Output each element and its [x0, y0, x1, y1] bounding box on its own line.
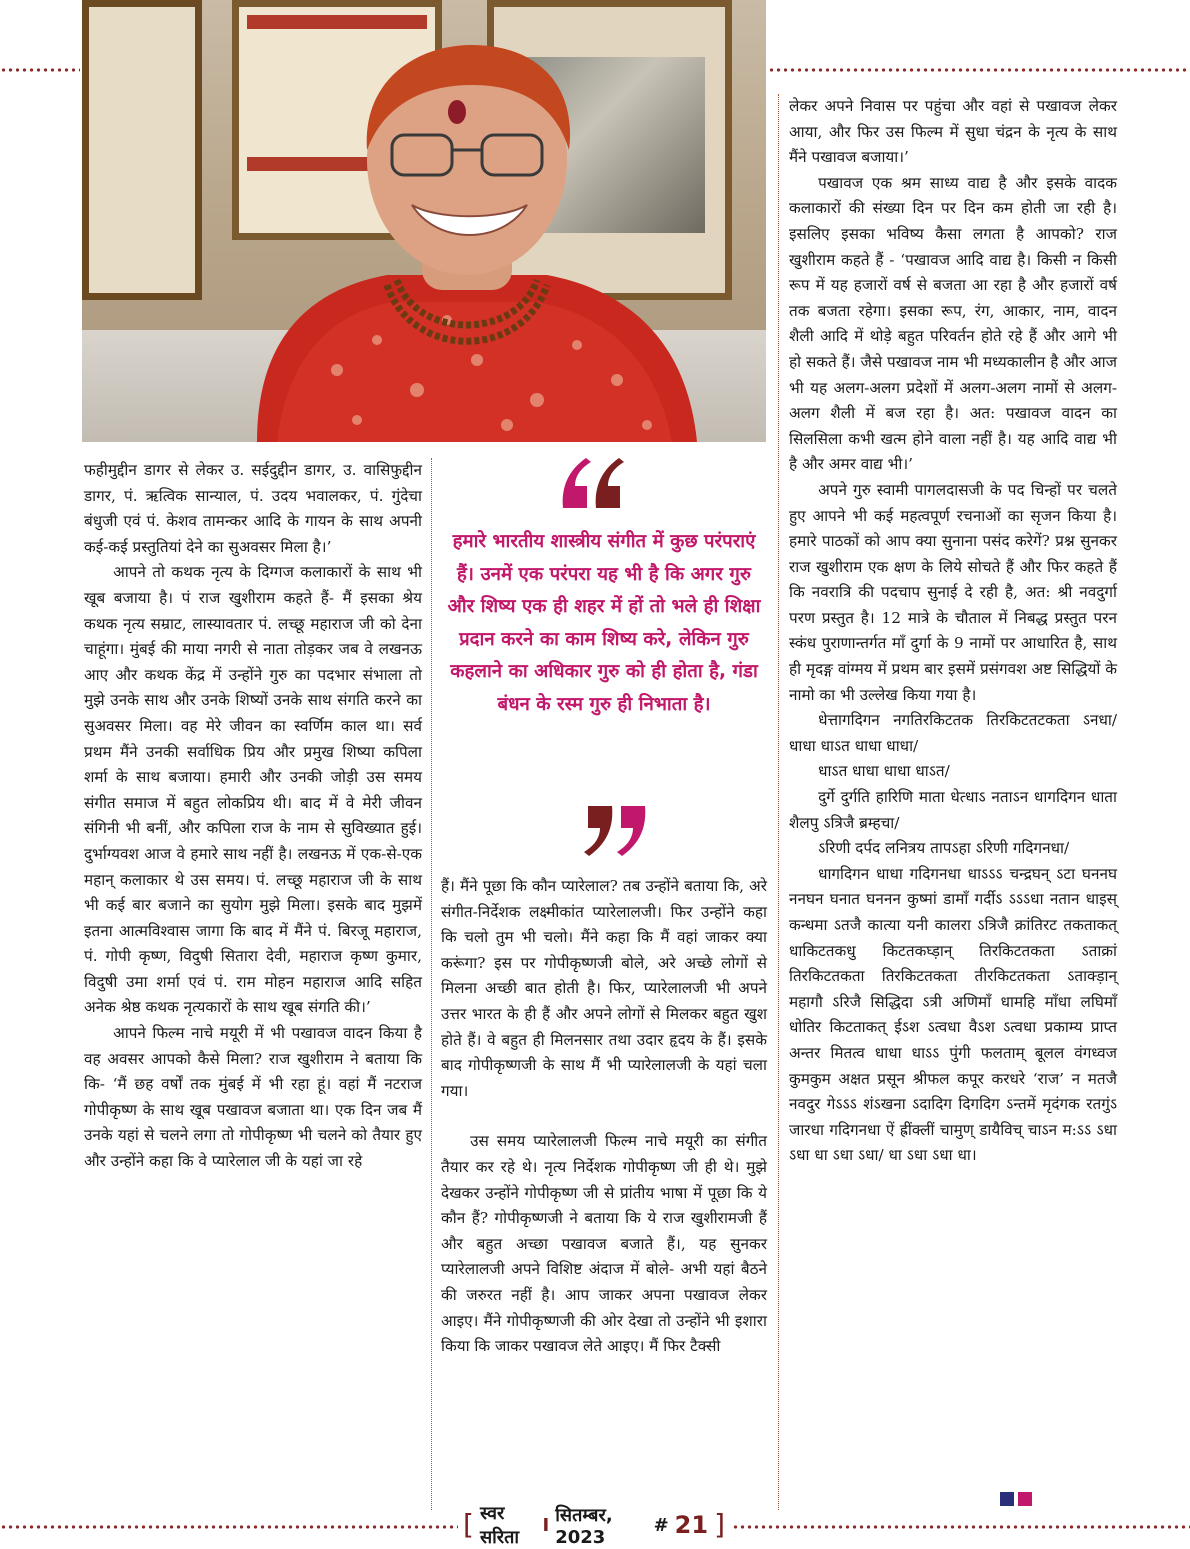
- paragraph: आपने फिल्म नाचे मयूरी में भी पखावज वादन किया है वह अवसर आपको कैसे मिला? राज खुशीराम ने बताया कि कि- ‘मैं छह वर्षों तक मुंबई में भी रहा हूं। वहां मैं नटराज गोपीकृष्ण के साथ खूब पखावज बजाता था। एक दिन जब मैं उनके यहां से चलने लगा तो गोपीकृष्ण भी चलने को तैयार हुए और उन्होंने कहा कि वे प्यारेलाल जी के यहां जा रहे: [84, 1024, 422, 1171]
- text-column-3: [789, 94, 1117, 1169]
- pull-quote-text: हमारे भारतीय शास्त्रीय संगीत में कुछ परंपराएं हैं। उनमें एक परंपरा यह भी है कि अगर गुरु और शिष्य एक ही शहर में हों तो भले ही शिक्षा प्रदान करने का काम शिष्य करे, लेकिन गुरु कहलाने का अधिकार गुरु को ही होता है, गंडा बंधन के रस्म गुरु ही निभाता है।: [447, 531, 761, 715]
- bracket-left-icon: [: [463, 1508, 474, 1541]
- page-number: 21: [674, 1511, 709, 1539]
- paragraph: पखावज एक श्रम साध्य वाद्य है और इसके वादक कलाकारों की संख्या दिन पर दिन कम होती जा रही है। इसलिए इसका भविष्य कैसा लगता है आपको? राज खुशीराम कहते हैं - ‘पखावज आदि वाद्य है। किसी न किसी रूप में यह हजारों वर्ष से बजता आ रहा है और हजारों वर्ष तक बजता रहेगा। इसका रूप, रंग, आकार, नाम, वादन शैली आदि में थोड़े बहुत परिवर्तन होते रहे हैं और आगे भी हो सकते हैं। जैसे पखावज नाम भी मध्यकालीन है और आज भी यह अलग-अलग प्रदेशों में अलग-अलग नामों से अलग-अलग शैली में बज रहा है। अत: पखावज वादन का सिलसिला कभी खत्म होने वाला नहीं है। यह आदि वाद्य भी है और अमर वाद्य भी।’: [789, 173, 1117, 474]
- footer-separator: I: [542, 1514, 550, 1536]
- portrait-photo: [82, 0, 766, 442]
- issue-date: सितम्बर, 2023: [555, 1504, 613, 1548]
- bracket-right-icon: ]: [714, 1508, 725, 1541]
- text-column-1: [84, 458, 422, 1175]
- page-footer: [0, 1503, 1190, 1548]
- column-rule-1: [431, 458, 432, 1510]
- paragraph: अपने गुरु स्वामी पागलदासजी के पद चिन्हों पर चलते हुए आपने भी कई महत्वपूर्ण रचनाओं का सृजन किया है। हमारे पाठकों को आप क्या सुनाना पसंद करेगें? प्रश्न सुनकर राज खुशीराम एक क्षण के लिये सोचते हैं और फिर कहते हैं कि नवरात्रि की पदचाप सुनाई दे रही है, अत: श्री नवदुर्गा परण प्रस्तुत है। 12 मात्रे के चौताल में निबद्ध प्रस्तुत परन स्कंध पुराणान्तर्गत माँ दुर्गा के 9 नामों पर आधारित है, साथ ही मृदङ्ग वांग्मय में प्रथम बार इसमें प्रसंगवश अष्ट सिद्धियों के नामो का भी उल्लेख किया गया है।: [789, 480, 1117, 704]
- pull-quote: [441, 458, 767, 848]
- paragraph: आपने तो कथक नृत्य के दिग्गज कलाकारों के साथ भी खूब बजाया है। पं राज खुशीराम कहते हैं- मैं इसका श्रेय कथक नृत्य सम्राट, लास्यावतार पं. लच्छू महाराज जी को देना चाहूंगा। मुंबई की माया नगरी से नाता तोड़कर जब वे लखनऊ आए और कथक केंद्र में उन्होंने गुरु का पदभार संभाला तो मुझे उनके साथ और उनके शिष्यों उनके साथ संगति करने का सुअवसर मिला। वह मेरे जीवन का स्वर्णिम काल था। सर्व प्रथम मैंने उनकी सर्वाधिक प्रिय और प्रमुख शिष्या कपिला शर्मा के साथ बजाया। हमारी और उनकी जोड़ी उस समय संगीत समाज में बहुत लोकप्रिय थी। बाद में वे मेरी जीवन संगिनी भी बनीं, और कपिला राज के नाम से सुविख्यात हुई। दुर्भाग्यवश आज वे हमारे साथ नहीं है। लखनऊ में एक-से-एक महान् कलाकार थे उस समय। पं. लच्छू महाराज जी के साथ भी कई बार बजाने का सुयोग मुझे मिला। इसके बाद मुझमें इतना आत्मविश्वास जागा कि बाद में मैंने पं. बिरजू महाराज, पं. गोपी कृष्ण, विदुषी सितारा देवी, महाराज कृष्ण कुमार, विदुषी उमा शर्मा एवं पं. राम मोहन महाराज आदि सहित अनेक श्रेष्ठ कथक नृत्यकारों के साथ खूब संगति की।’: [84, 563, 422, 1017]
- paragraph: हैं। मैंने पूछा कि कौन प्यारेलाल? तब उन्होंने बताया कि, अरे संगीत-निर्देशक लक्ष्मीकांत प्यारेलालजी। फिर उन्होंने कहा कि चलो तुम भी चलो। मैंने कहा कि मैं वहां जाकर क्या करूंगा? इस पर गोपीकृष्णजी बोले, अरे अच्छे लोगों से मिलना अच्छी बात होती है। फिर, प्यारेलालजी भी अपने उत्तर भारत के ही हैं और अपने लोगों से मिलकर बहुत खुश होते हैं। वे बहुत ही मिलनसार तथा उदार हृदय के हैं। इसके बाद गोपीकृष्णजी के साथ मैं भी प्यारेलालजी के यहां चला गया।: [441, 877, 767, 1100]
- end-mark-square-pink: [1018, 1492, 1032, 1506]
- paragraph: लेकर अपने निवास पर पहुंचा और वहां से पखावज लेकर आया, और फिर उस फिल्म में सुधा चंद्रन के नृत्य के साथ मैंने पखावज बजाया।’: [789, 97, 1117, 167]
- paragraph: फहीमुद्दीन डागर से लेकर उ. सईदुद्दीन डागर, उ. वासिफुद्दीन डागर, पं. ऋत्विक सान्याल, पं. उदय भवालकर, पं. गुंदेचा बंधुजी एवं पं. केशव तामन्कर आदि के गायन के साथ अपनी कई-कई प्रस्तुतियां देने का सुअवसर मिला है।’: [84, 461, 422, 556]
- text-column-2: [441, 874, 767, 1360]
- verse-line: ऽरिणी दर्पद लनित्रय तापऽहा ऽरिणी गदिगनधा/: [818, 839, 1070, 858]
- paragraph: उस समय प्यारेलालजी फिल्म नाचे मयूरी का संगीत तैयार कर रहे थे। नृत्य निर्देशक गोपीकृष्ण जी ही थे। मुझे देखकर उन्होंने गोपीकृष्ण जी से प्रांतीय भाषा में पूछा कि ये कौन हैं? गोपीकृष्णजी ने बताया कि ये राज खुशीरामजी हैं और बहुत अच्छा पखावज बजाते हैं।, यह सुनकर प्यारेलालजी अपने विशिष्ट अंदाज में बोले- अभी यहां बैठने की जरुरत नहीं है। आप जाकर अपना पखावज लेकर आइए। मैंने गोपीकृष्णजी की ओर देखा तो उन्होंने भी इशारा किया कि जाकर पखावज लेते आइए। मैं फिर टैक्सी: [441, 1132, 767, 1356]
- footer-folio: [463, 1503, 725, 1548]
- column-rule-2: [778, 94, 779, 1510]
- verse-line: धेत्तागदिगन नगतिरकिटतक तिरकिटतटकता ऽनधा/ धाधा धाऽत धाधा धाधा/: [789, 711, 1117, 755]
- close-quote-icon: [441, 798, 767, 868]
- verse-line: धागदिगन धाधा गदिगनधा धाऽऽऽ चन्द्रघन् ऽटा घननघ ननघन घनात घननन कुष्मां डामाँ गर्दीऽ ऽऽऽधा नतान धाइस् कन्धमा ऽतजै कात्या यनी कालरा ऽत्रिजै क्रांतिरट तकताकत् धाकिटतकधु किटतकघ्ड़ान् तिरकिटतकता ऽताक्रां तिरकिटतकता तिरकिटतकता तीरकिटतकता ऽताक्ड़ान् महागौ ऽरिजै सिद्धिदा ऽत्री अणिमाँ धामहि माँधा लघिमाँ धोतिर किटताकत् ईऽश ऽत्वधा वैऽश ऽत्वधा प्रकाम्य प्राप्त अन्तर मितत्व धाधा धाऽऽ पुंगी फलताम् बूलल वंगध्वज कुमकुम अक्षत प्रसून श्रीफल कपूर करधरे ‘राज’ न मतजै नवदुर गेऽऽऽ शंऽखना ऽदादिग दिगदिग ऽन्तमें मृदंगक रतगुंऽ जारधा गदिगनधा ऐं ह्रींक्लीं चामुण् डायैविच् चाऽन म:ऽऽ ऽधा ऽधा धा ऽधा ऽधा/ धा ऽधा ऽधा धा।: [789, 864, 1117, 1165]
- hash-mark: #: [653, 1514, 669, 1536]
- top-dotted-rule-right: [768, 67, 1190, 73]
- magazine-name: स्वर सरिता: [479, 1503, 520, 1548]
- end-mark-square-navy: [1000, 1492, 1014, 1506]
- top-dotted-rule-left: [0, 67, 80, 73]
- verse-line: धाऽत धाधा धाधा धाऽत/: [818, 762, 950, 781]
- open-quote-icon: [441, 446, 767, 516]
- verse-line: दुर्गे दुर्गति हारिणि माता धेत्धाऽ नताऽन धागदिगन धाता शैलपु ऽत्रिजै ब्रम्हचा/: [789, 788, 1117, 832]
- wall-frame-left: [82, 0, 202, 300]
- person-illustration: [217, 40, 717, 442]
